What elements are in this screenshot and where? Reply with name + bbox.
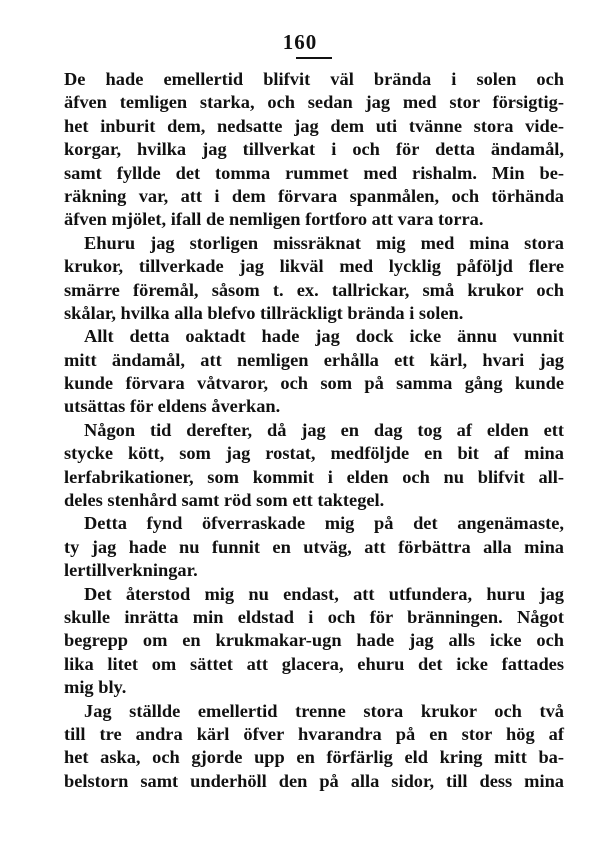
text-line: korgar, hvilka jag tillverkat i och för detta ändamål, [64, 139, 564, 160]
text-line: Allt detta oaktadt hade jag dock icke ännu vunnit [84, 326, 564, 347]
text-line: kunde förvara våtvaror, och som på samma gång kunde [64, 373, 564, 394]
text-line: till tre andra kärl öfver hvarandra på en stor hög af [64, 723, 564, 744]
text-line: skulle inrätta min eldstad i och för bränningen. Något [64, 606, 564, 627]
text-line: mig bly. [64, 677, 127, 698]
text-line: Detta fynd öfverraskade mig på det angenämaste, [84, 513, 564, 534]
text-line: räkning var, att i dem förvara spanmålen, och törhända [64, 185, 564, 206]
text-line: stycke kött, som jag rostat, medföljde en bit af mina [64, 443, 564, 464]
page-number: 160 [282, 30, 318, 54]
body-text [64, 68, 564, 793]
text-line: Det återstod mig nu endast, att utfundera, huru jag [84, 583, 564, 604]
text-line: Någon tid derefter, då jag en dag tog af elden ett [84, 419, 564, 440]
text-line: smärre föremål, såsom t. ex. tallrickar, små krukor och [64, 279, 564, 300]
text-line: ty jag hade nu funnit en utväg, att förbättra alla mina [64, 536, 564, 557]
paragraph [64, 583, 564, 700]
paragraph [64, 700, 564, 794]
text-line: belstorn samt underhöll den på alla sidor, till dess mina [64, 770, 564, 791]
text-line: äfven mjölet, ifall de nemligen fortforo att vara torra. [64, 209, 484, 230]
text-line: deles stenhård samt röd som ett taktegel. [64, 490, 385, 511]
page-number-rule [296, 57, 332, 59]
text-line: krukor, tillverkade jag likväl med lycklig påföljd flere [64, 256, 564, 277]
text-line: lerfabrikationer, som kommit i elden och nu blifvit all- [64, 466, 564, 487]
paragraph [64, 68, 564, 232]
text-line: mitt ändamål, att nemligen erhålla ett kärl, hvari jag [64, 349, 564, 370]
text-line: skålar, hvilka alla blefvo tillräckligt brända i solen. [64, 302, 464, 323]
text-line: äfven temligen starka, och sedan jag med stor försigtig- [64, 92, 564, 113]
text-line: lertillverkningar. [64, 560, 198, 581]
text-line: Jag ställde emellertid trenne stora krukor och två [84, 700, 564, 721]
paragraph [64, 512, 564, 582]
paragraph [64, 232, 564, 326]
paragraph [64, 419, 564, 513]
text-line: begrepp om en krukmakar-ugn hade jag alls icke och [64, 630, 564, 651]
text-line: De hade emellertid blifvit väl brända i solen och [64, 69, 564, 89]
text-line: lika litet om sättet att glacera, ehuru det icke fattades [64, 653, 564, 674]
text-line: het inburit dem, nedsatte jag dem uti tvänne stora vide- [64, 115, 564, 136]
text-line: Ehuru jag storligen missräknat mig med mina stora [84, 232, 564, 253]
paragraph [64, 325, 564, 419]
text-line: het aska, och gjorde upp en förfärlig eld kring mitt ba- [64, 747, 564, 768]
text-line: samt fyllde det tomma rummet med rishalm. Min be- [64, 162, 564, 183]
text-line: utsättas för eldens åverkan. [64, 396, 281, 417]
